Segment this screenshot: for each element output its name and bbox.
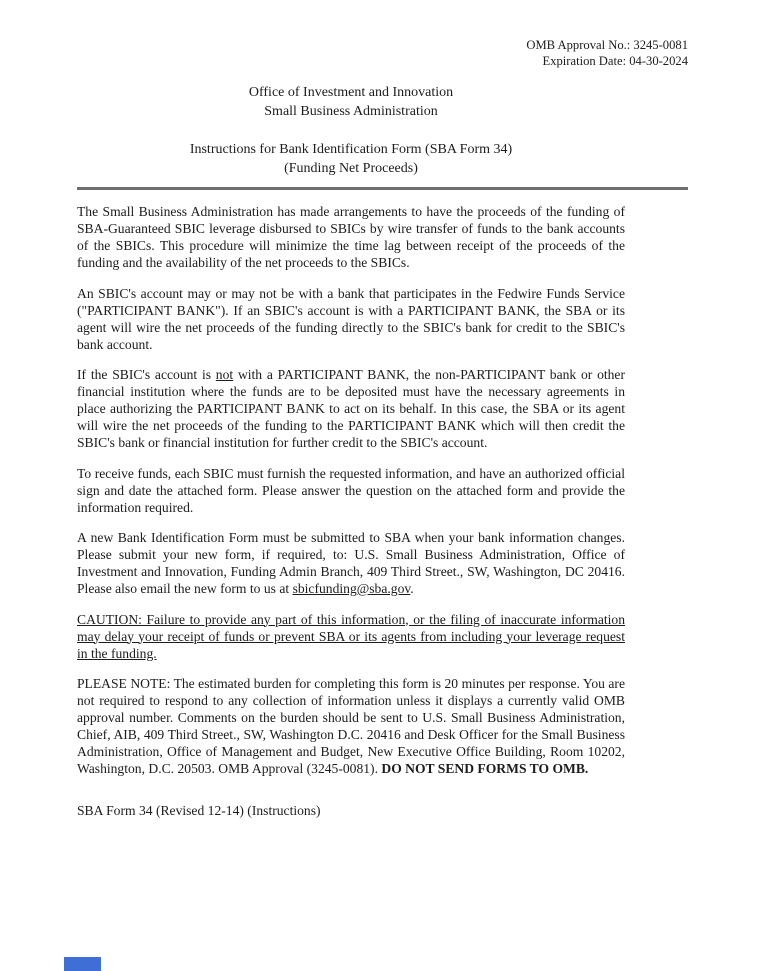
paragraph-text-pre: If the SBIC's account is	[77, 367, 216, 382]
email-link[interactable]: sbicfunding@sba.gov	[292, 581, 411, 596]
omb-approval-line: OMB Approval No.: 3245-0081	[526, 38, 688, 52]
paragraph-text-pre: A new Bank Identification Form must be submitted to SBA when your bank information changes. Please submit your new form, if required, to: U.S. Small Business Administration, Office of Investment and Innovation, Funding Admin Branch, 409 Third Street., SW, Washington, DC 20416. Please also email the new form to us at	[77, 530, 625, 596]
do-not-send-bold: DO NOT SEND FORMS TO OMB.	[381, 761, 589, 776]
caution-paragraph	[77, 611, 625, 662]
document-title	[77, 140, 625, 178]
form-footer: SBA Form 34 (Revised 12-14) (Instructions)	[77, 803, 321, 818]
paragraph-arrangements	[77, 203, 625, 271]
title-line-2: (Funding Net Proceeds)	[284, 161, 418, 176]
agency-line: Small Business Administration	[264, 104, 438, 119]
note-text: PLEASE NOTE: The estimated burden for completing this form is 20 minutes per response. You are not required to respond to any collection of information unless it displays a currently valid OMB approval number. Comments on the burden should be sent to U.S. Small Business Administration, Chief, AIB, 409 Third Street., SW, Washington D.C. 20416 and Desk Officer for the Small Business Administration, Office of Management and Budget, New Executive Office Building, Room 10202, Washington, D.C. 20503. OMB Approval (3245-0081).	[77, 676, 625, 776]
expiration-date-line: Expiration Date: 04-30-2024	[542, 54, 688, 68]
omb-approval-block	[0, 0, 688, 69]
paragraph-participant-bank	[77, 285, 625, 353]
paragraph-text: An SBIC's account may or may not be with a bank that participates in the Fedwire Funds Service ("PARTICIPANT BANK"). If an SBIC's account is with a PARTICIPANT BANK, the SBA or its agent will wire the net proceeds of the funding directly to the SBIC's bank for credit to the SBIC's bank account.	[77, 285, 625, 352]
caution-text: CAUTION: Failure to provide any part of this information, or the filing of inaccurate information may delay your receipt of funds or prevent SBA or its agents from including your leverage request in the funding.	[77, 611, 625, 661]
divider-rule	[77, 187, 688, 190]
paragraph-text-post: .	[410, 581, 414, 596]
paragraph-text-post: with a PARTICIPANT BANK, the non-PARTICIPANT bank or other financial institution where the funds are to be deposited must have the necessary agreements in place authorizing the PARTICIPANT BANK to act on its behalf. In this case, the SBA or its agent will wire the net proceeds of the funding to the PARTICIPANT BANK which will then credit the SBIC's bank or financial institution for further credit to the SBIC's account.	[77, 367, 625, 450]
body-text	[77, 203, 625, 777]
paragraph-burden-note	[77, 675, 625, 777]
paragraph-receive-funds	[77, 465, 625, 516]
underlined-word-not: not	[215, 367, 234, 382]
paragraph-text: To receive funds, each SBIC must furnish the requested information, and have an authorized official sign and date the attached form. Please answer the question on the attached form and provide the information required.	[77, 465, 625, 515]
paragraph-new-form	[77, 529, 625, 597]
agency-header	[77, 83, 625, 121]
title-line-1: Instructions for Bank Identification Form (SBA Form 34)	[189, 142, 513, 157]
paragraph-non-participant	[77, 366, 625, 451]
paragraph-text: The Small Business Administration has made arrangements to have the proceeds of the funding of SBA-Guaranteed SBIC leverage disbursed to SBICs by wire transfer of funds to the bank accounts of the SBICs. This procedure will minimize the time lag between receipt of the proceeds of the funding and the availability of the net proceeds to the SBICs.	[77, 204, 625, 270]
office-line: Office of Investment and Innovation	[248, 85, 454, 100]
next-page-sliver	[64, 957, 101, 971]
